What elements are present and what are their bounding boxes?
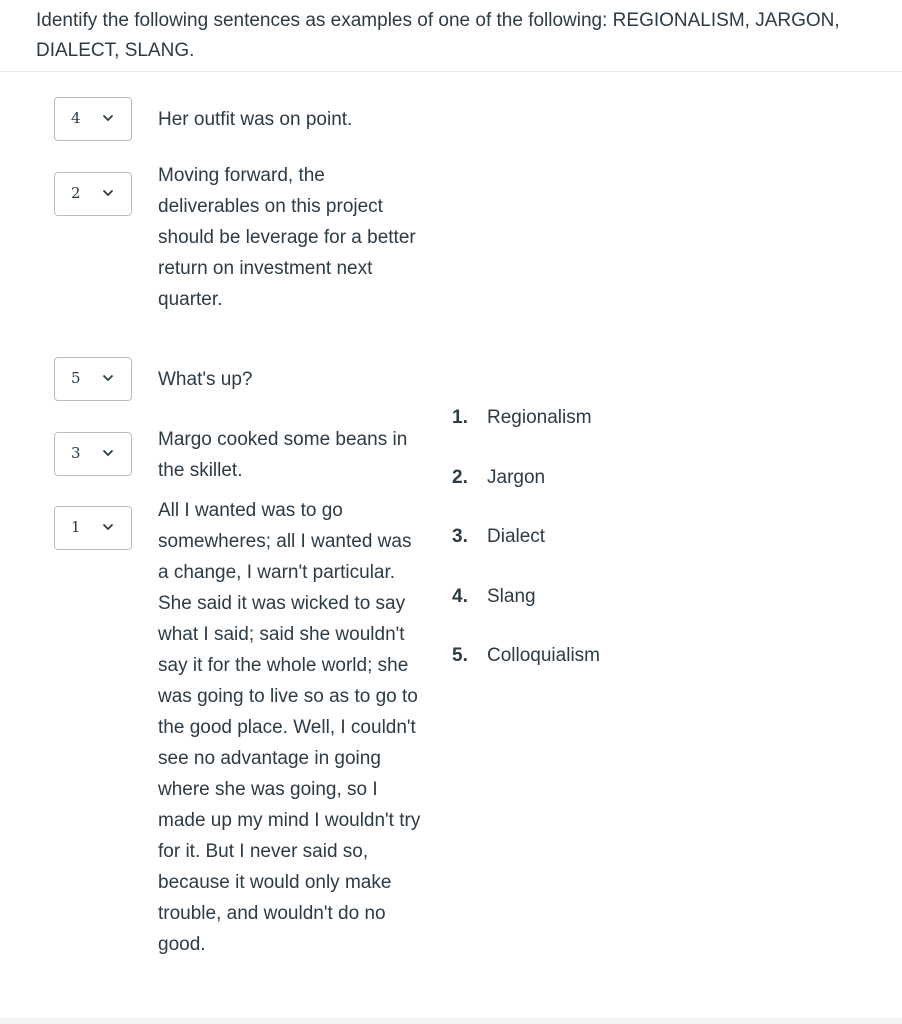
answer-number: 1. <box>452 407 468 428</box>
divider <box>0 71 902 72</box>
selected-value: 2 <box>71 184 81 202</box>
answer-number: 4. <box>452 585 468 607</box>
answer-number: 2. <box>452 466 468 488</box>
answer-number: 3. <box>452 526 468 547</box>
chevron-down-icon <box>102 449 114 457</box>
match-select-1[interactable] <box>54 97 132 141</box>
answer-item <box>452 462 600 522</box>
match-select-4[interactable] <box>54 432 132 476</box>
footer-strip <box>0 1018 902 1024</box>
item-text-1: Her outfit was on point. <box>158 109 353 130</box>
match-select-2[interactable] <box>54 172 132 216</box>
answer-label: Dialect <box>487 526 546 547</box>
answer-label: Regionalism <box>487 407 592 428</box>
item-text-3: What's up? <box>158 369 253 390</box>
item-text-5: All I wanted was to go somewheres; all I wanted was a change, I warn't particular. She said it was wicked to say what I said; said she wouldn't say it for the whole world; she was going to live so as to go to the good place. Well, I couldn't see no advantage in going where she was going, so I made up my mind I wouldn't try for it. But I never said so, because it would only make trouble, and wouldn't do no good. <box>158 500 421 955</box>
chevron-down-icon <box>102 374 114 382</box>
selected-value: 1 <box>71 518 81 536</box>
match-select-3[interactable] <box>54 357 132 401</box>
chevron-down-icon <box>102 523 114 531</box>
chevron-down-icon <box>102 114 114 122</box>
answer-item <box>452 640 600 700</box>
selected-value: 4 <box>71 109 81 127</box>
answer-item <box>452 581 600 641</box>
answer-label: Slang <box>487 585 536 607</box>
question-instructions: Identify the following sentences as examples of one of the following: REGIONALISM, JARGON, DIALECT, SLANG. <box>36 10 840 61</box>
answer-list <box>452 402 600 700</box>
answer-item <box>452 402 600 462</box>
chevron-down-icon <box>102 189 114 197</box>
answer-number: 5. <box>452 645 468 666</box>
selected-value: 5 <box>71 369 81 387</box>
item-text-2: Moving forward, the deliverables on this project should be leverage for a better return on investment next quarter. <box>158 165 416 310</box>
answer-label: Jargon <box>487 466 546 488</box>
item-text-4: Margo cooked some beans in the skillet. <box>158 429 408 481</box>
match-select-5[interactable] <box>54 506 132 550</box>
answer-item <box>452 521 600 581</box>
answer-label: Colloquialism <box>487 645 600 666</box>
selected-value: 3 <box>71 444 81 462</box>
